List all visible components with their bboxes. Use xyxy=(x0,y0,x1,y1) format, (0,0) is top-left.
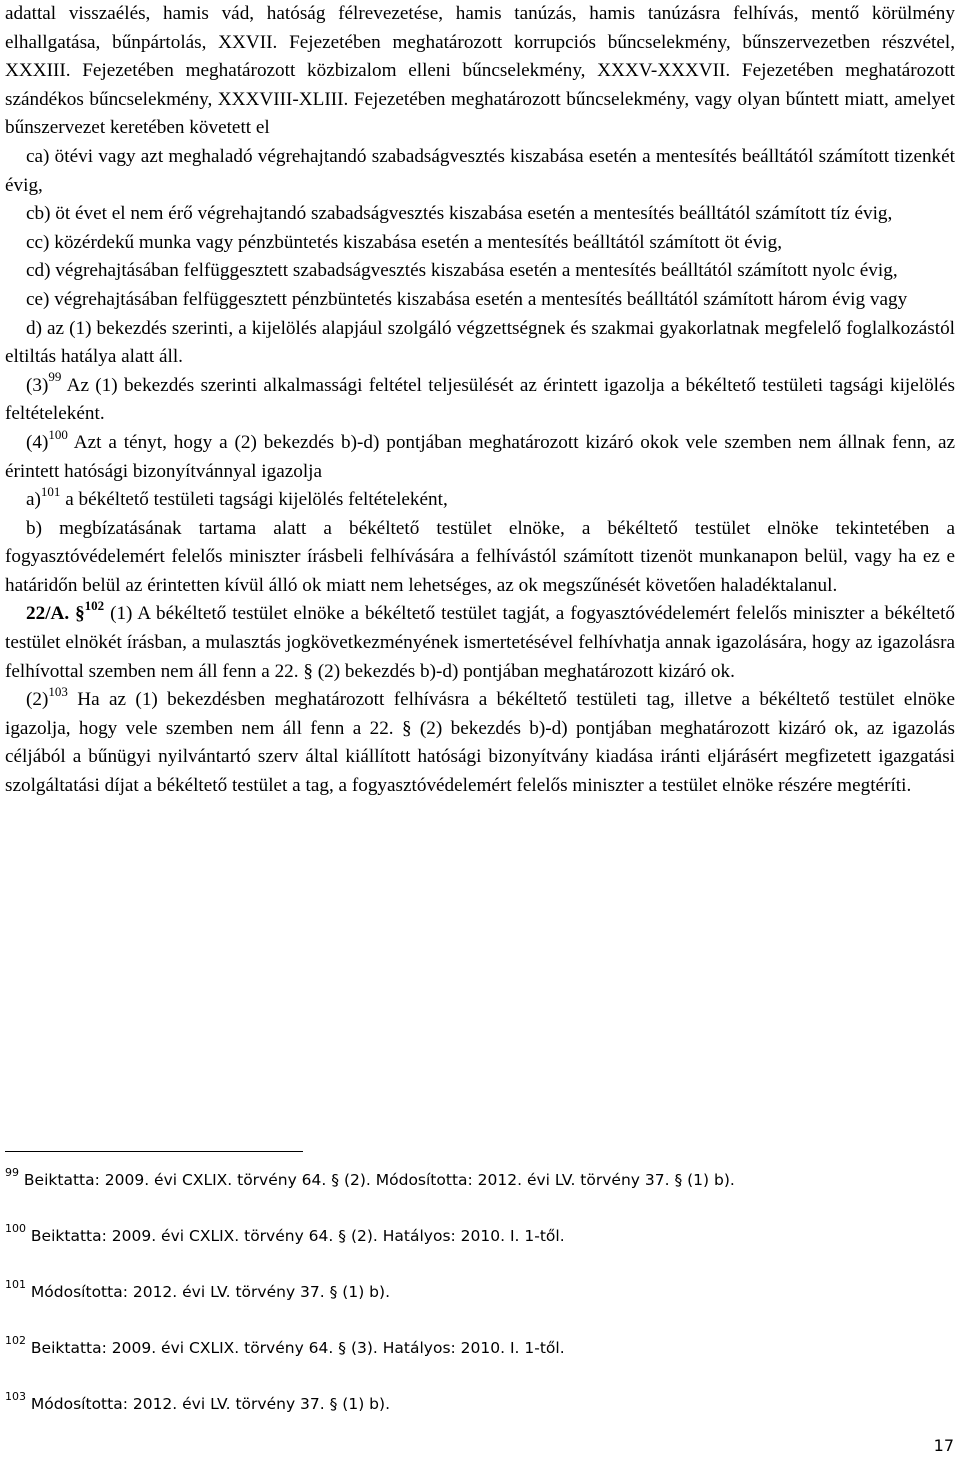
footnote-number: 100 xyxy=(5,1221,26,1235)
paragraph-3-prefix: (3) xyxy=(26,374,49,396)
point-ce: ce) végrehajtásában felfüggesztett pénzbüntetés kiszabása esetén a mentesítés beálltától számított három évig vagy xyxy=(26,288,908,310)
section-22a xyxy=(5,600,955,686)
footnote-102 xyxy=(5,1333,945,1360)
paragraph-3-text: Az (1) bekezdés szerinti alkalmassági feltétel teljesülését az érintett igazolja a békéltető testületi tagsági kijelölés feltételeként. xyxy=(5,374,955,425)
footnote-ref-103[interactable]: 103 xyxy=(48,683,68,699)
footnote-text: Beiktatta: 2009. évi CXLIX. törvény 64. § (3). Hatályos: 2010. I. 1-től. xyxy=(26,1339,565,1357)
point-ca: ca) ötévi vagy azt meghaladó végrehajtandó szabadságvesztés kiszabása esetén a mentesítés beálltától számított tizenkét évig, xyxy=(5,145,955,196)
footnote-number: 103 xyxy=(5,1389,26,1403)
page-number: 17 xyxy=(933,1436,954,1455)
paragraph-4-text: Azt a tényt, hogy a (2) bekezdés b)-d) pontjában meghatározott kizáró okok vele szemben nem állnak fenn, az érintett hatósági bizonyítvánnyal igazolja xyxy=(5,431,955,482)
point-d: d) az (1) bekezdés szerinti, a kijelölés alapjául szolgáló végzettségnek és szakmai gyakorlatnak megfelelő foglalkozástól eltiltás hatálya alatt áll. xyxy=(5,317,955,368)
section-22a-paragraph-2-prefix: (2) xyxy=(26,689,49,711)
footnote-text: Módosította: 2012. évi LV. törvény 37. § (1) b). xyxy=(26,1395,391,1413)
section-22a-paragraph-2-text: Ha az (1) bekezdésben meghatározott felhívásra a békéltető testületi tag, illetve a békéltető testület elnöke igazolja, hogy vele szemben nem áll fenn a 22. § (2) bekezdés b)-d) pontjában meghatározott kizáró ok, az igazolás céljából a bűnügyi nyilvántartó szerv által kiállított hatósági bizonyítvány kiadása iránti eljárásért megfizetett igazgatási szolgáltatási díjat a békéltető testület a tag, a fogyasztóvédelemért felelős miniszter a testület elnöke részére megtéríti. xyxy=(5,689,955,797)
footnote-number: 101 xyxy=(5,1277,26,1291)
footnote-103 xyxy=(5,1389,945,1416)
footnote-ref-100[interactable]: 100 xyxy=(48,426,68,442)
footnote-separator xyxy=(5,1151,303,1152)
section-22a-paragraph-2 xyxy=(5,683,955,800)
point-a-prefix: a) xyxy=(26,489,41,511)
footnote-number: 102 xyxy=(5,1333,26,1347)
footnote-text: Beiktatta: 2009. évi CXLIX. törvény 64. § (2). Hatályos: 2010. I. 1-től. xyxy=(26,1227,565,1245)
footnote-number: 99 xyxy=(5,1165,19,1179)
footnote-ref-101[interactable]: 101 xyxy=(40,483,61,499)
footnote-ref-102[interactable]: 102 xyxy=(84,598,105,614)
point-cb: cb) öt évet el nem érő végrehajtandó szabadságvesztés kiszabása esetén a mentesítés beálltától számított tíz évig, xyxy=(26,203,893,225)
footnote-text: Módosította: 2012. évi LV. törvény 37. § (1) b). xyxy=(26,1283,391,1301)
section-sign: § xyxy=(75,603,85,625)
point-a-text: a békéltető testületi tagsági kijelölés feltételeként, xyxy=(60,489,448,511)
footnote-100 xyxy=(5,1221,945,1248)
section-label: 22/A. xyxy=(26,603,70,625)
footnote-99 xyxy=(5,1165,945,1192)
footnote-101 xyxy=(5,1277,945,1304)
paragraph-3 xyxy=(5,369,955,429)
point-cc: cc) közérdekű munka vagy pénzbüntetés kiszabása esetén a mentesítés beálltától számított öt évig, xyxy=(26,231,783,253)
document-page xyxy=(5,0,955,801)
body-text xyxy=(5,0,955,801)
paragraph-4 xyxy=(5,426,955,486)
section-22a-text: (1) A békéltető testület elnöke a békéltető testület tagját, a fogyasztóvédelemért felelős miniszter a békéltető testület elnökét írásban, a mulasztás jogkövetkezményének ismertetésével felhívhatja annak igazolására, hogy az igazolásra felhívottal szemben nem áll fenn a 22. § (2) bekezdés b)-d) pontjában meghatározott kizáró ok. xyxy=(5,603,955,682)
point-b: b) megbízatásának tartama alatt a békéltető testület elnöke, a békéltető testület elnöke tekintetében a fogyasztóvédelemért felelős miniszter írásbeli felhívására a felhívástól számított tizenöt munkanapon belül, vagy ha ez e határidőn belül az érintetten kívül álló ok miatt nem lehetséges, az ok megszűnését követően haladéktalanul. xyxy=(5,517,955,596)
point-a xyxy=(5,483,955,515)
paragraph-4-prefix: (4) xyxy=(26,431,49,453)
paragraph-continuation: adattal visszaélés, hamis vád, hatóság félrevezetése, hamis tanúzás, hamis tanúzásra felhívás, mentő körülmény elhallgatása, bűnpártolás, XXVII. Fejezetében meghatározott korrupciós bűncselekmény, bűnszervezetben részvétel, XXXIII. Fejezetében meghatározott közbizalom elleni bűncselekmény, XXXV-XXXVII. Fejezetében meghatározott szándékos bűncselekmény, XXXVIII-XLIII. Fejezetében meghatározott bűncselekmény, vagy olyan bűntett miatt, amelyet bűnszervezet keretében követett el xyxy=(5,3,955,139)
footnote-ref-99[interactable]: 99 xyxy=(48,369,62,385)
point-cd: cd) végrehajtásában felfüggesztett szabadságvesztés kiszabása esetén a mentesítés beálltától számított nyolc évig, xyxy=(26,260,898,282)
footnote-text: Beiktatta: 2009. évi CXLIX. törvény 64. § (2). Módosította: 2012. évi LV. törvény 37. § (1) b). xyxy=(19,1171,735,1189)
footnotes xyxy=(5,1165,945,1448)
